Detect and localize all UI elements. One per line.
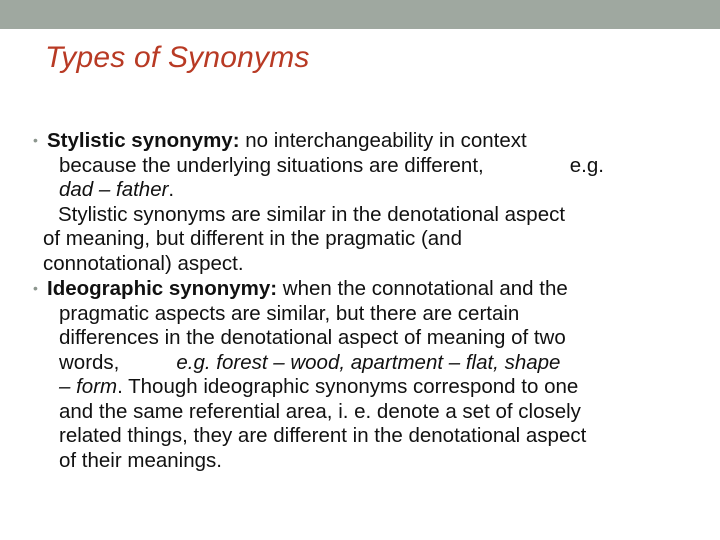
- ideographic-line5: [32, 375, 692, 400]
- ideographic-line7: related things, they are different in the denotational aspect: [59, 424, 587, 447]
- ideographic-line5-text: . Though ideographic synonyms correspond to one: [117, 375, 579, 398]
- stylistic-line1: no interchangeability in context: [239, 129, 527, 152]
- stylistic-example: dad – father: [59, 178, 169, 201]
- top-decorative-bar: [0, 0, 720, 29]
- stylistic-eg: e.g.: [569, 153, 604, 177]
- ideographic-example-end: – form: [59, 375, 118, 398]
- bullet-icon: •: [33, 132, 38, 148]
- ideographic-line3: differences in the denotational aspect of meaning of two: [59, 326, 566, 349]
- ideographic-line4-text: words,: [59, 350, 120, 374]
- slide-title: Types of Synonyms: [45, 41, 310, 74]
- stylistic-line2-text: because the underlying situations are different,: [59, 153, 484, 177]
- ideographic-term: Ideographic synonymy:: [47, 277, 278, 300]
- ideographic-line1: when the connotational and the: [277, 277, 568, 300]
- slide-body: [32, 128, 692, 473]
- stylistic-para-line2: of meaning, but different in the pragmatic (and: [43, 227, 462, 250]
- ideographic-line2: pragmatic aspects are similar, but there are certain: [59, 301, 520, 325]
- bullet-icon: •: [33, 280, 38, 296]
- stylistic-line3-end: .: [168, 178, 175, 201]
- stylistic-line2: [32, 154, 692, 179]
- stylistic-para-line3: connotational) aspect.: [43, 251, 244, 275]
- bullet-stylistic: [32, 128, 692, 154]
- stylistic-para-line1: Stylistic synonyms are similar in the denotational aspect: [58, 202, 566, 226]
- ideographic-line8: of their meanings.: [59, 448, 222, 472]
- stylistic-term: Stylistic synonymy:: [47, 129, 240, 152]
- bullet-ideographic: [32, 276, 692, 302]
- ideographic-line6: and the same referential area, i. e. denote a set of closely: [59, 399, 581, 423]
- stylistic-line3: [32, 178, 692, 203]
- ideographic-examples: e.g. forest – wood, apartment – flat, shape: [176, 350, 561, 374]
- ideographic-line4: [32, 351, 692, 376]
